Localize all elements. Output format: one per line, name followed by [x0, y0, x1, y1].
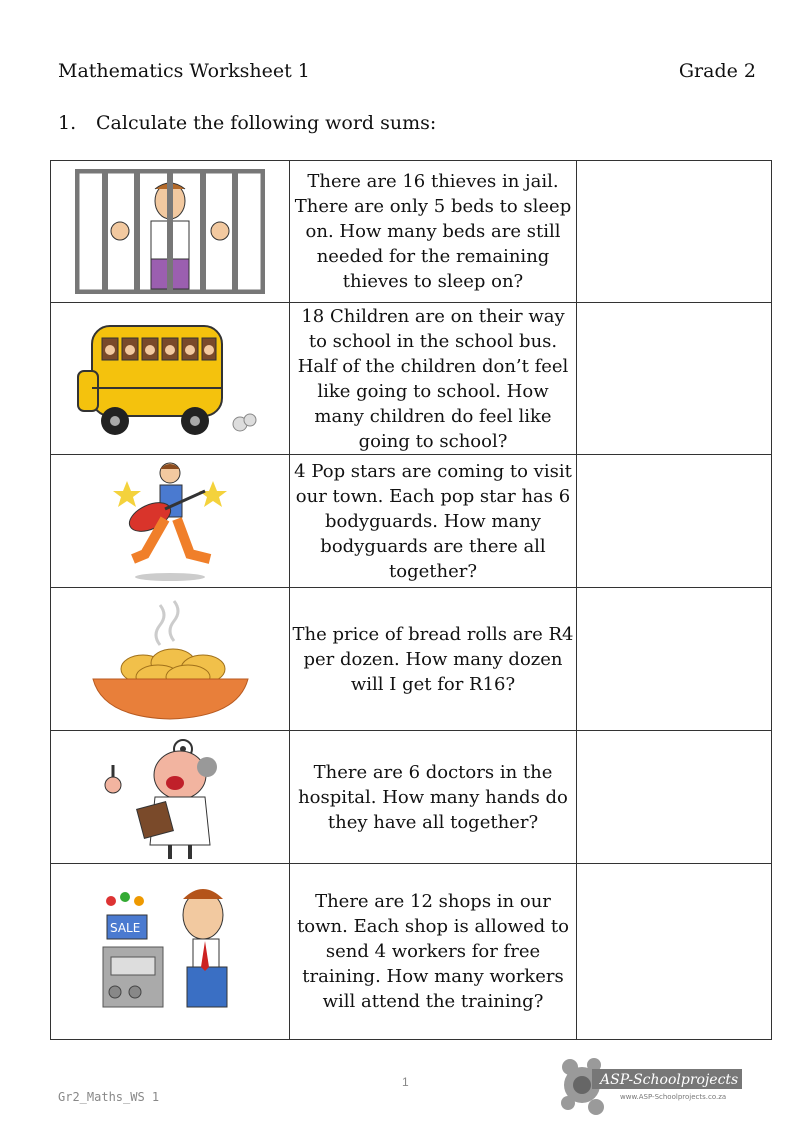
- question-text: There are 12 shops in our town. Each shop is allowed to send 4 workers for free training. How many workers will attend the training?: [290, 864, 577, 1040]
- svg-text:SALE: SALE: [110, 920, 141, 935]
- questions-table: [50, 160, 772, 1040]
- answer-box[interactable]: [577, 731, 772, 864]
- logo-name: ASP-Schoolprojects: [600, 1072, 739, 1088]
- instruction-number: 1.: [58, 112, 77, 134]
- grade-label: Grade 2: [678, 60, 756, 82]
- answer-box[interactable]: [577, 864, 772, 1040]
- logo-url: www.ASP-Schoolprojects.co.za: [620, 1093, 727, 1101]
- question-row: [51, 455, 772, 588]
- answer-box[interactable]: [577, 161, 772, 303]
- question-row: [51, 161, 772, 303]
- page-number: 1: [402, 1075, 409, 1089]
- answer-box[interactable]: [577, 455, 772, 588]
- pop-star-guitar-icon: [105, 459, 235, 584]
- illustration-cell: [51, 161, 290, 303]
- question-text: 4 Pop stars are coming to visit our town. Each pop star has 6 bodyguards. How many bodyguards are there all together?: [290, 455, 577, 588]
- prisoner-in-jail-icon: [75, 169, 265, 294]
- question-row: [51, 588, 772, 731]
- instruction-text: Calculate the following word sums:: [96, 112, 437, 134]
- worksheet-title: Mathematics Worksheet 1: [58, 60, 310, 82]
- question-text: The price of bread rolls are R4 per dozen. How many dozen will I get for R16?: [290, 588, 577, 731]
- answer-box[interactable]: [577, 303, 772, 455]
- question-text: 18 Children are on their way to school in the school bus. Half of the children don’t feel like going to school. How many children do feel like going to school?: [290, 303, 577, 455]
- illustration-cell: [51, 303, 290, 455]
- shop-worker-sale-machine-icon: [95, 877, 245, 1027]
- bread-rolls-basket-icon: [88, 597, 253, 722]
- illustration-cell: [51, 455, 290, 588]
- instruction: [58, 112, 436, 134]
- document-code: Gr2_Maths_WS 1: [58, 1090, 160, 1104]
- question-text: There are 6 doctors in the hospital. How many hands do they have all together?: [290, 731, 577, 864]
- illustration-cell: [51, 588, 290, 731]
- doctor-icon: [95, 735, 245, 860]
- asp-schoolprojects-logo: [560, 1055, 760, 1115]
- school-bus-icon: [70, 316, 270, 441]
- illustration-cell: [51, 864, 290, 1040]
- answer-box[interactable]: [577, 588, 772, 731]
- question-text: There are 16 thieves in jail. There are only 5 beds to sleep on. How many beds are still needed for the remaining thieves to sleep on?: [290, 161, 577, 303]
- question-row: [51, 303, 772, 455]
- question-row: [51, 731, 772, 864]
- question-row: [51, 864, 772, 1040]
- illustration-cell: [51, 731, 290, 864]
